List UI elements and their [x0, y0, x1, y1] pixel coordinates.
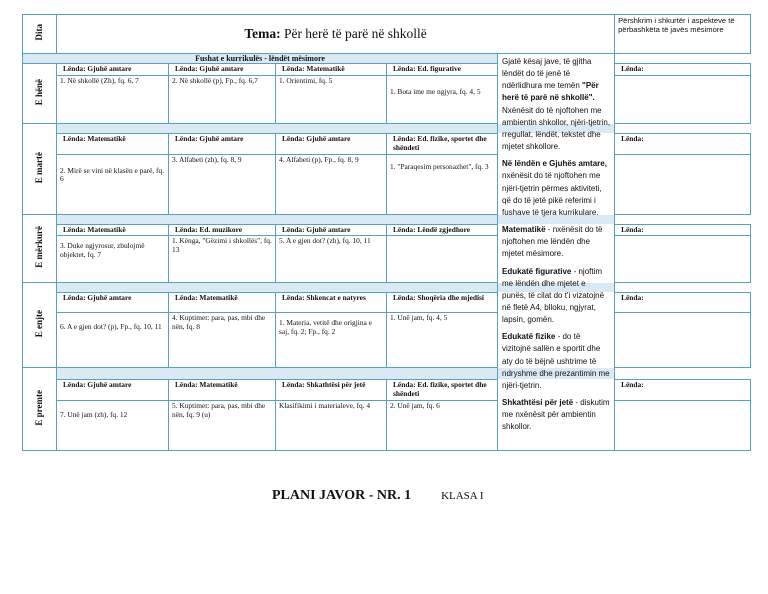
subject-cell: Lënda: Ed. figurative	[387, 64, 498, 76]
subject-cell: Lënda:	[615, 380, 751, 400]
day-friday	[23, 368, 57, 450]
subject-cell: Lënda: Gjuhë amtare	[169, 134, 276, 154]
subject-cell: Lënda: Gjuhë amtare	[57, 380, 169, 400]
plan-title: PLANI JAVOR - NR. 1	[272, 488, 412, 503]
topic-cell: 1. Materia, vetitë dhe origjina e saj, fq. 2; Fp., fq. 2	[276, 313, 387, 368]
subject-cell: Lënda: Matematikë	[169, 293, 276, 313]
topic-cell: 1. "Paraqesim personazhet", fq. 3	[387, 154, 498, 214]
topic-cell	[387, 236, 498, 283]
sidebar-intro: Gjatë kësaj jave, të gjitha lëndët do të jenë të ndërlidhura me temën "Për herë të parë në shkollë". Nxënësit do të njoftohen me ambientin shkollor, njëri-tjetrin, rregullat, lëndët, tekstet dhe mjetet shkollore.	[502, 57, 611, 152]
topic-cell: 5. Kuptimet: para, pas, mbi dhe nën, fq. 9 (u)	[169, 400, 276, 450]
sidebar-item-gjuhe: Në lëndën e Gjuhës amtare, nxënësit do të njoftohen me njëri-tjetrin përmes aktiviteti, që do të jetë pikë referimi i fushave të tjera kurrikulare.	[502, 159, 607, 217]
subject-cell: Lënda: Lëndë zgjedhore	[387, 224, 498, 236]
subject-cell: Lënda: Shkathtësi për jetë	[276, 380, 387, 400]
day-tuesday	[23, 124, 57, 214]
subject-cell: Lënda: Shkencat e natyres	[276, 293, 387, 313]
theme-label: Tema:	[244, 26, 281, 42]
subject-cell: Lënda:	[615, 64, 751, 76]
topic-cell	[615, 313, 751, 368]
subject-cell: Lënda: Ed. muzikore	[169, 224, 276, 236]
sidebar-item-fizike: Edukatë fizike - do të vizitojnë sallën e sportit dhe aty do të bëjnë ushtrime të ndryshme dhe prezantimin me njëri-tjetrin.	[502, 332, 610, 390]
topic-cell: 1. Kënga, "Gëzimi i shkollës", fq. 13	[169, 236, 276, 283]
topic-cell: Klasifikimi i materialeve, fq. 4	[276, 400, 387, 450]
subject-cell: Lënda: Matematikë	[169, 380, 276, 400]
day-label: E enjte	[34, 310, 45, 338]
topic-cell: 5. A e gjen dot? (zh), fq. 10, 11	[276, 236, 387, 283]
sidebar-intro-theme: "Për herë të parë në shkollë".	[502, 81, 599, 103]
subject-cell: Lënda: Shoqëria dhe mjedisi	[387, 293, 498, 313]
weekly-plan-table	[22, 14, 751, 451]
topic-cell: 2. Mirë se vini në klasën e parë, fq. 6	[57, 154, 169, 214]
day-header-label: Dita	[34, 24, 45, 41]
sidebar-item-matematike: Matematikë - nxënësit do të njoftohen me lëndën dhe mjetet mësimore.	[502, 225, 603, 259]
day-header-cell	[23, 15, 57, 54]
subject-cell: Lënda: Ed. fizike, sportet dhe shëndeti	[387, 380, 498, 400]
topic-cell: 4. Alfabeti (p), Fp., fq. 8, 9	[276, 154, 387, 214]
subject-cell: Lënda: Gjuhë amtare	[57, 293, 169, 313]
topic-cell	[615, 400, 751, 450]
description-header: Përshkrim i shkurtër i aspekteve të përbashkëta të javës mësimore	[615, 15, 751, 54]
subject-cell: Lënda:	[615, 293, 751, 313]
class-label: KLASA I	[441, 490, 484, 502]
subject-cell: Lënda: Gjuhë amtare	[57, 64, 169, 76]
day-label: E premte	[34, 389, 45, 426]
curriculum-fields-label: Fushat e kurrikulës - lëndët mësimore	[23, 54, 498, 64]
topic-cell: 4. Kuptimet: para, pas, mbi dhe nën, fq. 8	[169, 313, 276, 368]
topic-cell: 3. Duke ngjyrosur, zbulojmë objektet, fq. 7	[57, 236, 169, 283]
subject-cell: Lënda: Matematikë	[57, 224, 169, 236]
subject-cell: Lënda: Matematikë	[57, 134, 169, 154]
day-wednesday	[23, 214, 57, 283]
day-monday	[23, 64, 57, 124]
sidebar-item-figurative: Edukatë figurative - njoftim me lëndën dhe mjetet e punës, të cilat do t'i vizatojnë në fletë A4, blloku, ngjyrat, lapsin, gomën.	[502, 266, 605, 325]
topic-cell: 6. A e gjen dot? (p), Fp., fq. 10, 11	[57, 313, 169, 368]
subject-cell: Lënda:	[615, 224, 751, 236]
subject-cell: Lënda: Gjuhë amtare	[169, 64, 276, 76]
topic-cell: 7. Unë jam (zh), fq. 12	[57, 400, 169, 450]
sidebar-item-shkathtesi: Shkathtësi për jetë - diskutim me nxënësit për ambientin shkollor.	[502, 398, 610, 432]
theme-value: Për herë të parë në shkollë	[283, 26, 427, 42]
topic-cell: 2. Në shkollë (p), Fp., fq. 6,7	[169, 76, 276, 124]
subject-cell: Lënda: Gjuhë amtare	[276, 134, 387, 154]
topic-cell	[615, 236, 751, 283]
topic-cell	[615, 76, 751, 124]
topic-cell: 3. Alfabeti (zh), fq. 8, 9	[169, 154, 276, 214]
topic-cell: 1. Bota ime me ngjyra, fq. 4, 5	[387, 76, 498, 124]
subject-cell: Lënda:	[615, 134, 751, 154]
day-label: E mërkurë	[34, 226, 45, 269]
topic-cell	[615, 154, 751, 214]
subject-cell: Lënda: Matematikë	[276, 64, 387, 76]
day-label: E martë	[34, 151, 45, 184]
topic-cell: 1. Unë jam, fq. 4, 5	[387, 313, 498, 368]
week-description	[498, 54, 615, 451]
document-footer	[272, 486, 484, 504]
subject-cell: Lënda: Ed. fizike, sportet dhe shëndeti	[387, 134, 498, 154]
topic-cell: 1. Orientimi, fq. 5	[276, 76, 387, 124]
subject-cell: Lënda: Gjuhë amtare	[276, 224, 387, 236]
topic-cell: 2. Unë jam, fq. 6	[387, 400, 498, 450]
day-thursday	[23, 283, 57, 368]
topic-cell: 1. Në shkollë (Zh), fq. 6, 7	[57, 76, 169, 124]
day-label: E hënë	[34, 79, 45, 106]
theme-title	[57, 15, 615, 54]
